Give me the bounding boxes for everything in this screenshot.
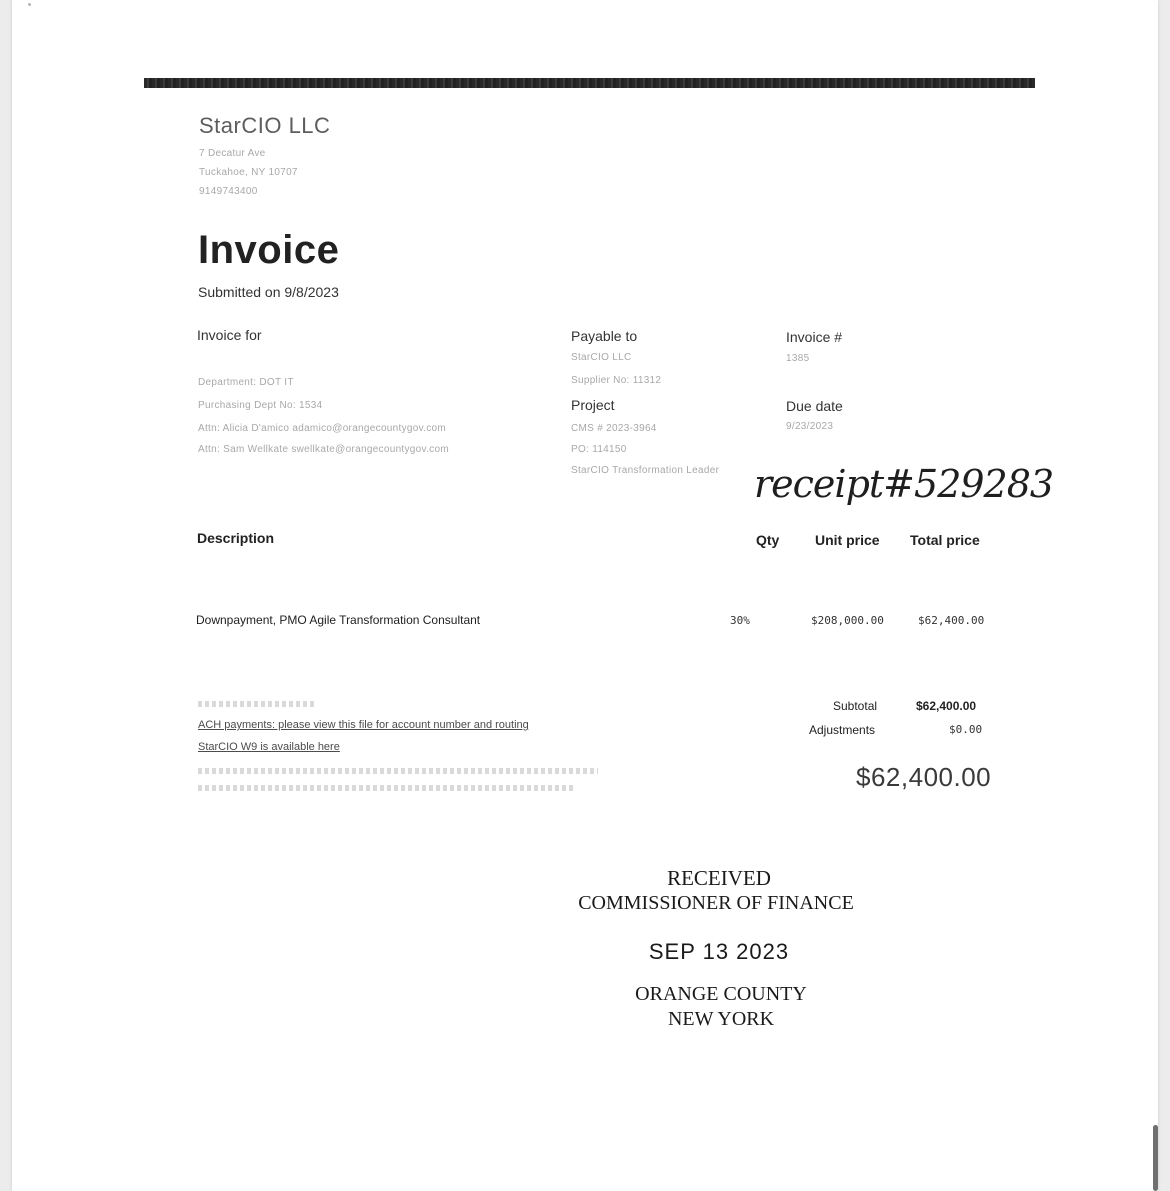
line-item-qty: 30%: [730, 614, 750, 627]
adjustments-value: $0.00: [949, 723, 983, 736]
ach-payments-link[interactable]: ACH payments: please view this file for account number and routing: [198, 719, 529, 731]
project-line: PO: 114150: [571, 444, 627, 455]
payable-to-label: Payable to: [571, 328, 638, 344]
line-item-description: Downpayment, PMO Agile Transformation Consultant: [196, 613, 481, 627]
faint-note-line: [198, 701, 316, 707]
invoice-for-label: Invoice for: [197, 327, 262, 343]
w9-link[interactable]: StarCIO W9 is available here: [198, 741, 340, 753]
project-label: Project: [571, 397, 615, 413]
invoice-for-line: Attn: Sam Wellkate swellkate@orangecountygov.com: [198, 444, 449, 455]
payable-to-name: StarCIO LLC: [571, 352, 632, 363]
project-line: CMS # 2023-3964: [571, 423, 657, 434]
invoice-total: $62,400.00: [856, 762, 992, 792]
description-header: Description: [197, 530, 275, 546]
qty-header: Qty: [756, 532, 780, 548]
invoice-for-line: Department: DOT IT: [198, 377, 294, 388]
stamp-date: SEP 13 2023: [648, 939, 790, 964]
line-item-unit-price: $208,000.00: [811, 614, 884, 627]
stamp-county: ORANGE COUNTY: [635, 983, 807, 1005]
company-address-line1: 7 Decatur Ave: [199, 148, 266, 159]
due-date-value: 9/23/2023: [786, 421, 834, 432]
supplier-number: Supplier No: 11312: [571, 375, 662, 386]
handwritten-receipt-note: receipt#529283: [754, 462, 1054, 506]
line-item-total-price: $62,400.00: [918, 614, 985, 627]
header-rule: [144, 78, 1035, 88]
company-phone: 9149743400: [199, 186, 258, 197]
scrollbar-thumb[interactable]: [1153, 1125, 1158, 1191]
invoice-number-label: Invoice #: [786, 329, 843, 345]
company-name: StarCIO LLC: [199, 113, 331, 138]
faint-note-line: [198, 768, 598, 774]
subtotal-label: Subtotal: [833, 699, 878, 713]
adjustments-label: Adjustments: [809, 723, 876, 737]
stamp-state: NEW YORK: [667, 1008, 775, 1030]
project-line: StarCIO Transformation Leader: [571, 465, 720, 476]
due-date-label: Due date: [786, 398, 843, 414]
faint-note-line: [198, 785, 576, 791]
stamp-commissioner: COMMISSIONER OF FINANCE: [578, 892, 854, 914]
submitted-date: Submitted on 9/8/2023: [198, 284, 339, 300]
total-price-header: Total price: [910, 532, 980, 548]
subtotal-value: $62,400.00: [916, 699, 977, 713]
stamp-received: RECEIVED: [667, 866, 771, 890]
page-title: Invoice: [198, 228, 340, 272]
corner-dot: [28, 3, 31, 6]
unit-price-header: Unit price: [815, 532, 880, 548]
invoice-number-value: 1385: [786, 353, 810, 364]
invoice-for-line: Purchasing Dept No: 1534: [198, 400, 323, 411]
invoice-for-line: Attn: Alicia D'amico adamico@orangecountygov.com: [198, 423, 447, 434]
company-address-line2: Tuckahoe, NY 10707: [199, 167, 298, 178]
